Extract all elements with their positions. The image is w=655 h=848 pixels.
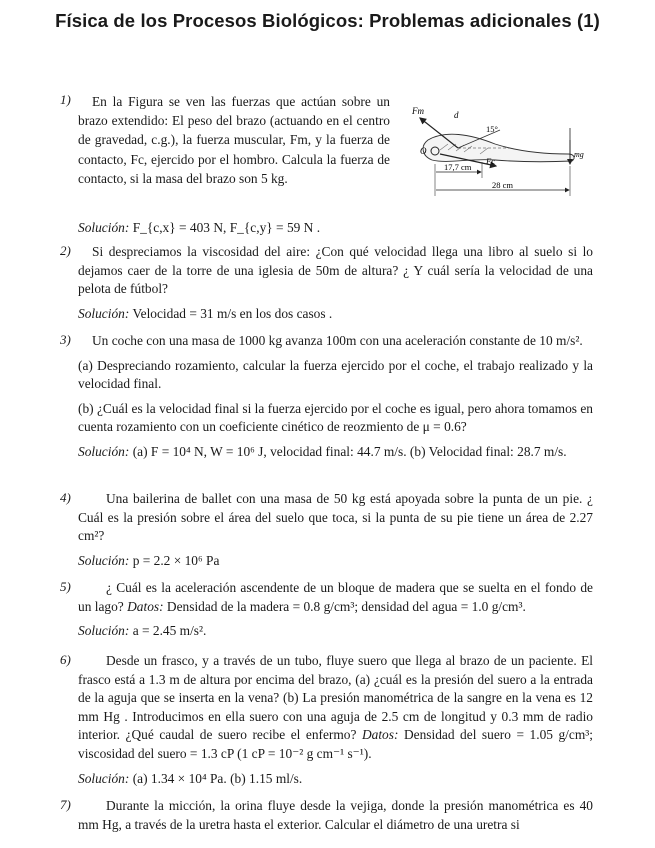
solution: Solución: (a) F = 10⁴ N, W = 10⁶ J, velocidad final: 44.7 m/s. (b) Velocidad final: 28.7 m/s.	[78, 443, 567, 459]
problem-number: 6)	[60, 652, 71, 667]
label-fm: Fm	[412, 106, 424, 116]
label-weight: mg	[574, 150, 584, 159]
problem-text: Durante la micción, la orina fluye desde la vejiga, donde la presión manométrica es 40 mm Hg, a través de la uretra hasta el exterior. Calcular el diámetro de una uretra si	[78, 798, 593, 832]
problem-1	[60, 92, 390, 194]
label-d: d	[454, 110, 459, 120]
arm-forces-figure	[400, 104, 595, 200]
problem-number: 1)	[60, 92, 71, 107]
dim-long: 28 cm	[492, 180, 514, 190]
problem-text: Una bailerina de ballet con una masa de 50 kg está apoyada sobre la punta de un pie. ¿ Cuál es la presión sobre el área del suelo que toca, si la punta de su pie tiene un área de 2.27 cm²?	[78, 491, 593, 544]
problem-part-a: (a) Despreciando rozamiento, calcular la fuerza ejercido por el coche, el trabajo realizado y la velocidad final.	[78, 357, 593, 392]
problem-number: 2)	[60, 243, 71, 258]
problem-number: 5)	[60, 579, 71, 594]
problem-number: 3)	[60, 332, 71, 347]
page-title: Física de los Procesos Biológicos: Problemas adicionales (1)	[55, 10, 600, 31]
problem-5	[60, 579, 593, 640]
problem-text: Un coche con una masa de 1000 kg avanza 100m con una aceleración constante de 10 m/s².	[92, 333, 583, 348]
problem-part-b: (b) ¿Cuál es la velocidad final si la fuerza ejercido por el coche es igual, pero ahora tomamos en cuenta rozamiento con un coeficiente cinético de reozmiento de μ = 0.6?	[78, 400, 593, 435]
problem-text: En la Figura se ven las fuerzas que actúan sobre un brazo extendido: El peso del brazo (actuando en el centro de gravedad, c.g.), la fuerza muscular, Fm, y la fuerza de contacto, Fc, ejercido por el hombro. Calcula la fuerza de contacto, si la masa del brazo son 5 kg.	[78, 94, 390, 186]
solution: Solución: Velocidad = 31 m/s en los dos casos .	[78, 305, 333, 321]
solution: Solución: (a) 1.34 × 10⁴ Pa. (b) 1.15 ml/s.	[78, 770, 303, 786]
problem-number: 7)	[60, 797, 71, 812]
problem-1-solution	[60, 213, 593, 237]
problem-4	[60, 490, 593, 570]
dim-short: 17,7 cm	[444, 162, 472, 172]
solution-value: F_{c,x} = 403 N, F_{c,y} = 59 N .	[132, 220, 321, 235]
label-angle: 15°	[486, 124, 498, 134]
label-fc: Fc	[486, 156, 495, 166]
problem-text: ¿ Cuál es la aceleración ascendente de un bloque de madera que se suelta en el fondo de un lago? Datos: Densidad de la madera = 0.8 g/cm³; densidad del agua = 1.0 g/cm³.	[78, 580, 593, 614]
problem-3	[60, 332, 593, 461]
problem-7	[60, 797, 593, 840]
label-o: O	[420, 146, 427, 156]
problem-6	[60, 652, 593, 788]
problem-number: 4)	[60, 490, 71, 505]
solution-label: Solución:	[78, 220, 130, 235]
solution: Solución: a = 2.45 m/s².	[78, 623, 207, 639]
solution: Solución: p = 2.2 × 10⁶ Pa	[78, 552, 220, 568]
problem-2	[60, 243, 593, 323]
problem-text: Si despreciamos la viscosidad del aire: ¿Con qué velocidad llega una libro al suelo si lo dejamos caer de la torre de una iglesia de 50m de altura? ¿ Y cuál sería la velocidad de una pelota de fútbol?	[78, 244, 593, 297]
problem-text: Desde un frasco, y a través de un tubo, fluye suero que llega al brazo de un paciente. El frasco está a 1.3 m de altura por encima del brazo, (a) ¿cuál es la presión del suero a la entrada de la aguja que se inserta en la vena? (b) La presión manométrica de la sangre en la vena es 12 mm Hg . Introducimos en ella suero con una aguja de 2.5 cm de longitud y 0.3 mm de radio interior. ¿Qué caudal de suero recibe el enfermo? Datos: Densidad del suero = 1.05 g/cm³; viscosidad del suero = 1.3 cP (1 cP = 10⁻² g cm⁻¹ s⁻¹).	[78, 653, 593, 761]
